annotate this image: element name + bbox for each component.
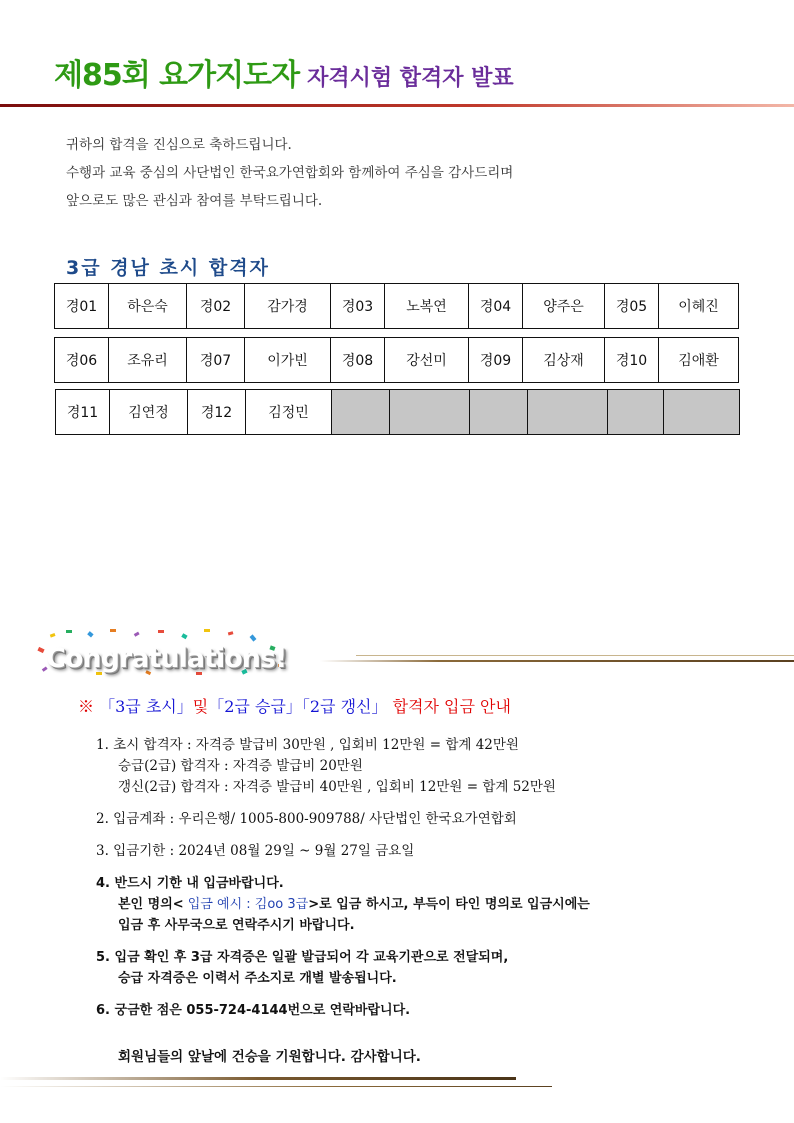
notice-item-4-line-1: 4. 반드시 기한 내 입금바랍니다. <box>96 876 284 891</box>
section-heading: 3급 경남 초시 합격자 <box>66 257 270 279</box>
examinee-code: 경08 <box>331 338 385 383</box>
notice-heading <box>78 694 511 717</box>
examinee-name: 김애환 <box>659 338 739 383</box>
examinee-code: 경06 <box>55 338 109 383</box>
notice-heading-q2: 「2급 승급」 <box>208 697 302 716</box>
page-title <box>54 50 514 94</box>
notice-item-4-post: >로 입금 하시고, 부득이 타인 명의로 입금시에는 <box>308 897 590 912</box>
examinee-code: 경03 <box>331 284 385 329</box>
roster-table-row-1 <box>54 283 739 329</box>
empty-cell <box>528 390 608 435</box>
notice-item-1-line-1: 1. 초시 합격자 : 자격증 발급비 30만원 , 입회비 12만원 = 합계 42만원 <box>96 737 519 753</box>
notice-heading-suffix: 합격자 입금 안내 <box>392 697 511 716</box>
examinee-code: 경11 <box>56 390 110 435</box>
notice-item-6: 6. 궁금한 점은 055-724-4144번으로 연락바랍니다. <box>96 1003 411 1018</box>
examinee-code: 경05 <box>605 284 659 329</box>
title-sub: 자격시험 합격자 발표 <box>307 66 514 91</box>
title-divider <box>0 104 794 107</box>
empty-cell <box>332 390 390 435</box>
examinee-name: 이혜진 <box>659 284 739 329</box>
intro-line: 수행과 교육 중심의 사단법인 한국요가연합회와 함께하여 주심을 감사드리며 <box>66 165 514 181</box>
empty-cell <box>608 390 664 435</box>
examinee-code: 경07 <box>187 338 245 383</box>
examinee-name: 김정민 <box>246 390 332 435</box>
notice-list <box>96 735 590 1021</box>
examinee-name: 감가경 <box>245 284 331 329</box>
decorative-rule <box>320 660 794 662</box>
examinee-name: 이가빈 <box>245 338 331 383</box>
examinee-name: 강선미 <box>385 338 469 383</box>
notice-heading-q1: 「3급 초시」 <box>99 697 193 716</box>
notice-item-2: 2. 입금계좌 : 우리은행/ 1005-800-909788/ 사단법인 한국요가연합회 <box>96 811 517 827</box>
examinee-code: 경01 <box>55 284 109 329</box>
reference-mark: ※ <box>78 697 95 716</box>
intro-paragraph <box>66 131 513 215</box>
title-main: 제85회 요가지도자 <box>54 58 300 93</box>
examinee-code: 경12 <box>188 390 246 435</box>
congratulations-banner: Congratulations! <box>46 643 287 674</box>
decorative-rule <box>356 655 794 656</box>
examinee-name: 하은숙 <box>109 284 187 329</box>
empty-cell <box>390 390 470 435</box>
notice-item-1-line-2: 승급(2급) 합격자 : 자격증 발급비 20만원 <box>118 758 363 774</box>
roster-table-row-2 <box>54 337 739 383</box>
notice-heading-q3: 「2급 갱신」 <box>301 697 388 716</box>
farewell-message: 회원님들의 앞날에 건승을 기원합니다. 감사합니다. <box>118 1049 421 1065</box>
examinee-code: 경09 <box>469 338 523 383</box>
examinee-name: 김연정 <box>110 390 188 435</box>
notice-heading-and: 및 <box>192 697 209 716</box>
notice-item-5-line-2: 승급 자격증은 이력서 주소지로 개별 발송됩니다. <box>118 971 397 986</box>
examinee-code: 경02 <box>187 284 245 329</box>
notice-item-4-pre: 본인 명의< <box>118 897 184 912</box>
deposit-example: 입금 예시 : 김oo 3급 <box>183 897 309 912</box>
examinee-name: 조유리 <box>109 338 187 383</box>
notice-item-3: 3. 입금기한 : 2024년 08월 29일 ~ 9월 27일 금요일 <box>96 843 415 859</box>
notice-item-4-line-3: 입금 후 사무국으로 연락주시기 바랍니다. <box>118 918 355 933</box>
intro-line: 앞으로도 많은 관심과 참여를 부탁드립니다. <box>66 193 323 209</box>
empty-cell <box>470 390 528 435</box>
empty-cell <box>664 390 740 435</box>
examinee-name: 김상재 <box>523 338 605 383</box>
footer-rule <box>0 1086 552 1087</box>
examinee-code: 경10 <box>605 338 659 383</box>
table-row <box>55 338 739 383</box>
table-row <box>56 390 740 435</box>
footer-rule <box>0 1077 516 1080</box>
examinee-name: 양주은 <box>523 284 605 329</box>
roster-table-row-3 <box>55 389 740 435</box>
table-row <box>55 284 739 329</box>
notice-item-1-line-3: 갱신(2급) 합격자 : 자격증 발급비 40만원 , 입회비 12만원 = 합계 52만원 <box>118 779 556 795</box>
examinee-name: 노복연 <box>385 284 469 329</box>
notice-item-5-line-1: 5. 입금 확인 후 3급 자격증은 일괄 발급되어 각 교육기관으로 전달되며, <box>96 950 509 965</box>
intro-line: 귀하의 합격을 진심으로 축하드립니다. <box>66 137 292 153</box>
examinee-code: 경04 <box>469 284 523 329</box>
notice-item-4-line-2 <box>96 894 590 915</box>
